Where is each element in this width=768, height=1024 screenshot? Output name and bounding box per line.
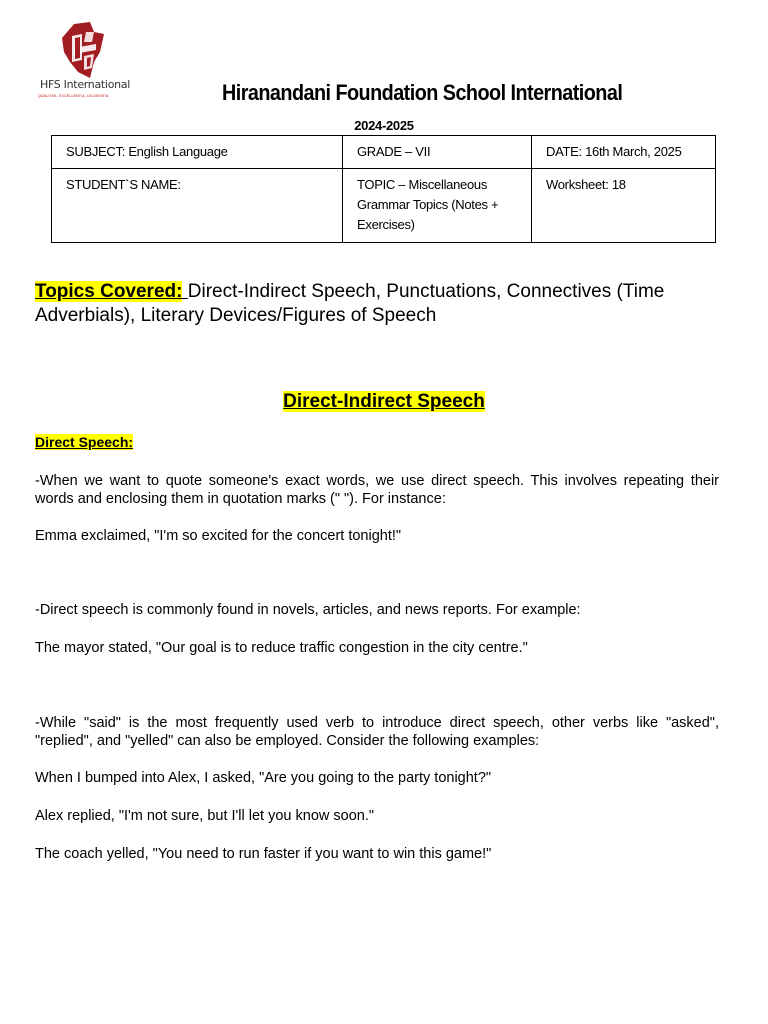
logo-tagline: QUALITAS, EXCELLENTIA, DILIGENTIA (38, 94, 109, 98)
worksheet-cell: Worksheet: 18 (532, 169, 716, 243)
hfs-emblem-icon (60, 22, 106, 80)
school-title: Hiranandani Foundation School International (222, 80, 623, 105)
example-sentence: The coach yelled, "You need to run faster if you want to win this game!" (35, 846, 492, 862)
sub-title (35, 434, 133, 450)
sub-title-text: Direct Speech: (35, 434, 134, 450)
info-row (52, 169, 716, 243)
grade-cell: GRADE – VII (343, 136, 532, 169)
paragraph: -While "said" is the most frequently used verb to introduce direct speech, other verbs like "asked", "replied", and "yelled" can also be employed. Consider the following examples: (35, 715, 719, 749)
example-sentence: When I bumped into Alex, I asked, "Are you going to the party tonight?" (35, 770, 492, 786)
school-logo (34, 18, 134, 108)
info-table (51, 135, 716, 243)
info-row (52, 136, 716, 169)
section-title-text: Direct-Indirect Speech (283, 391, 485, 412)
section-title (0, 391, 768, 413)
logo-name: HFS International (40, 78, 130, 91)
paragraph: -When we want to quote someone's exact words, we use direct speech. This involves repeating their words and enclosing them in quotation marks (" "). For instance: (35, 473, 719, 507)
student-name-cell: STUDENT`S NAME: (52, 169, 343, 243)
example-sentence: Emma exclaimed, "I'm so excited for the concert tonight!" (35, 528, 402, 544)
topics-covered (35, 280, 735, 328)
subject-cell: SUBJECT: English Language (52, 136, 343, 169)
topic-cell: TOPIC – Miscellaneous Grammar Topics (Notes + Exercises) (343, 169, 532, 243)
paragraph: -Direct speech is commonly found in novels, articles, and news reports. For example: (35, 602, 581, 618)
topics-label: Topics Covered: (35, 281, 183, 302)
topics-text: Direct-Indirect Speech, Punctuations, Connectives (Time Adverbials), Literary Devices/Figures of Speech (35, 281, 665, 326)
academic-year: 2024-2025 (354, 118, 414, 133)
example-sentence: The mayor stated, "Our goal is to reduce traffic congestion in the city centre." (35, 640, 528, 656)
example-sentence: Alex replied, "I'm not sure, but I'll let you know soon." (35, 808, 375, 824)
date-cell: DATE: 16th March, 2025 (532, 136, 716, 169)
